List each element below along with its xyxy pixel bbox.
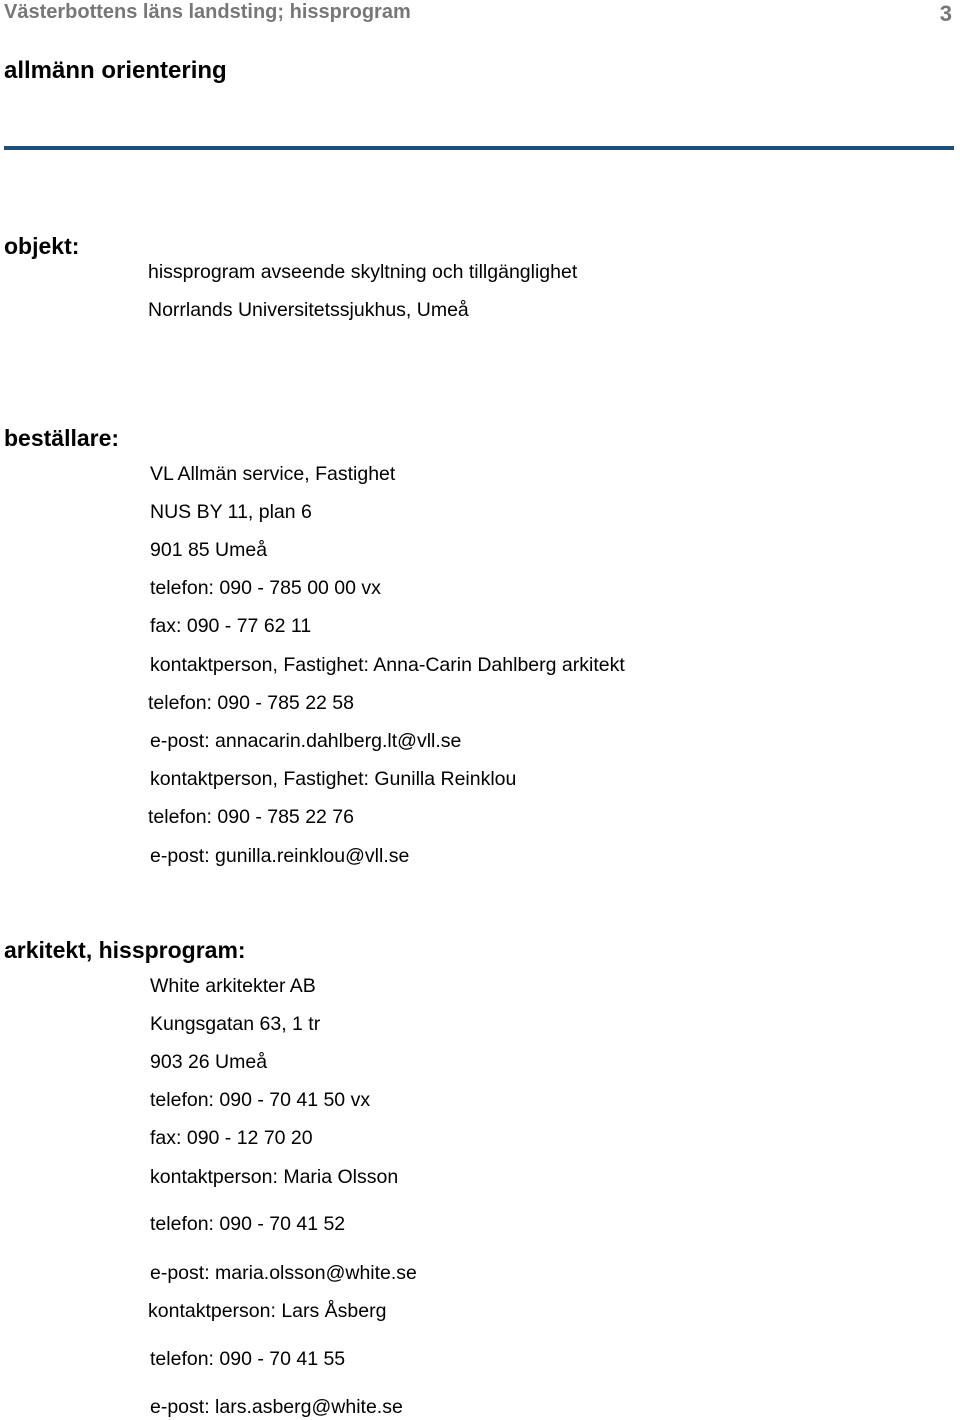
divider-rule (4, 146, 954, 150)
bestallare-line: telefon: 090 - 785 00 00 vx (150, 577, 381, 599)
arkitekt-email: e-post: lars.asberg@white.se (150, 1396, 403, 1418)
arkitekt-line: fax: 090 - 12 70 20 (150, 1127, 313, 1149)
arkitekt-line: White arkitekter AB (150, 975, 316, 997)
bestallare-line: telefon: 090 - 785 22 76 (148, 806, 354, 828)
arkitekt-line: Kungsgatan 63, 1 tr (150, 1013, 321, 1035)
arkitekt-email: e-post: maria.olsson@white.se (150, 1262, 417, 1284)
section-title: allmänn orientering (4, 57, 227, 84)
bestallare-line: 901 85 Umeå (150, 539, 268, 561)
bestallare-line: fax: 090 - 77 62 11 (150, 615, 312, 637)
bestallare-line: kontaktperson, Fastighet: Anna-Carin Dahlberg arkitekt (150, 654, 625, 676)
page-number: 3 (939, 1, 952, 26)
bestallare-email: e-post: annacarin.dahlberg.lt@vll.se (150, 730, 462, 752)
arkitekt-line: 903 26 Umeå (150, 1051, 268, 1073)
bestallare-line: VL Allmän service, Fastighet (150, 463, 396, 485)
arkitekt-line: kontaktperson: Lars Åsberg (148, 1300, 387, 1322)
objekt-line: hissprogram avseende skyltning och tillgänglighet (148, 261, 578, 283)
arkitekt-line: kontaktperson: Maria Olsson (150, 1166, 399, 1188)
arkitekt-line: telefon: 090 - 70 41 52 (150, 1213, 346, 1235)
objekt-line: Norrlands Universitetssjukhus, Umeå (148, 299, 469, 321)
bestallare-email: e-post: gunilla.reinklou@vll.se (150, 845, 410, 867)
header-title: Västerbottens läns landsting; hissprogram (4, 1, 411, 23)
objekt-label: objekt: (4, 233, 80, 259)
bestallare-line: NUS BY 11, plan 6 (150, 501, 312, 523)
arkitekt-line: telefon: 090 - 70 41 55 (150, 1348, 346, 1370)
arkitekt-line: telefon: 090 - 70 41 50 vx (150, 1089, 371, 1111)
arkitekt-label: arkitekt, hissprogram: (4, 937, 246, 963)
bestallare-label: beställare: (4, 425, 120, 451)
bestallare-line: telefon: 090 - 785 22 58 (148, 692, 354, 714)
bestallare-line: kontaktperson, Fastighet: Gunilla Reinklou (150, 768, 517, 790)
